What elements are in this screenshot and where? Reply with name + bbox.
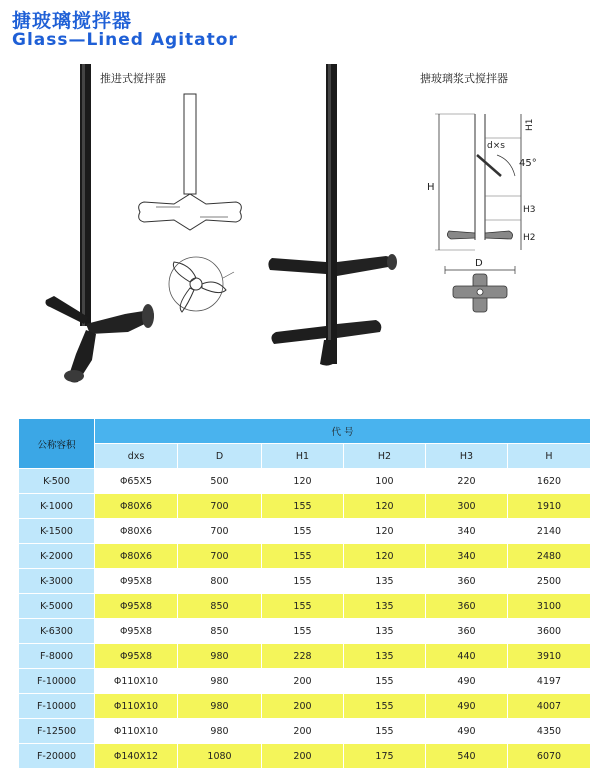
table-cell: 155 <box>344 719 426 744</box>
table-cell: 360 <box>426 619 508 644</box>
table-cell: 1620 <box>508 469 591 494</box>
table-cell: 700 <box>178 544 262 569</box>
table-cell: Φ95X8 <box>95 644 178 669</box>
table-cell: 500 <box>178 469 262 494</box>
row-label: F-10000 <box>19 694 95 719</box>
table-row <box>19 744 591 769</box>
table-cell: 228 <box>262 644 344 669</box>
table-cell: 100 <box>344 469 426 494</box>
table-row <box>19 469 591 494</box>
column-header-h2: H2 <box>344 444 426 469</box>
row-label: K-500 <box>19 469 95 494</box>
dim-label-d: D <box>475 258 483 269</box>
table-cell: 340 <box>426 519 508 544</box>
table-cell: 120 <box>344 494 426 519</box>
table-row <box>19 694 591 719</box>
row-label: K-6300 <box>19 619 95 644</box>
dim-label-h1: H1 <box>525 118 535 131</box>
dim-label-dxs: d×s <box>487 141 505 151</box>
table-cell: 980 <box>178 694 262 719</box>
table-cell: 155 <box>262 569 344 594</box>
table-cell: 120 <box>262 469 344 494</box>
table-row <box>19 494 591 519</box>
table-cell: 220 <box>426 469 508 494</box>
table-cell: 175 <box>344 744 426 769</box>
table-cell: 980 <box>178 719 262 744</box>
dim-label-h2: H2 <box>523 233 536 243</box>
table-row <box>19 644 591 669</box>
table-row <box>19 569 591 594</box>
table-cell: Φ80X6 <box>95 544 178 569</box>
column-header-h: H <box>508 444 591 469</box>
table-cell: 490 <box>426 719 508 744</box>
table-cell: 490 <box>426 669 508 694</box>
title-chinese: 搪玻璃搅拌器 <box>12 10 133 32</box>
propeller-side-drawing <box>136 92 246 242</box>
table-cell: Φ140X12 <box>95 744 178 769</box>
table-cell: 2140 <box>508 519 591 544</box>
column-header-dxs: dxs <box>95 444 178 469</box>
dim-label-h: H <box>427 182 435 193</box>
table-row <box>19 544 591 569</box>
paddle-agitator-caption: 搪玻璃浆式搅拌器 <box>420 72 508 85</box>
row-label: F-20000 <box>19 744 95 769</box>
table-cell: Φ80X6 <box>95 519 178 544</box>
table-cell: 155 <box>344 694 426 719</box>
table-cell: 360 <box>426 594 508 619</box>
table-cell: 340 <box>426 544 508 569</box>
row-label: K-3000 <box>19 569 95 594</box>
dim-label-h3: H3 <box>523 205 536 215</box>
table-row <box>19 719 591 744</box>
table-cell: 135 <box>344 594 426 619</box>
table-cell: 300 <box>426 494 508 519</box>
group-header-code: 代 号 <box>95 419 591 444</box>
table-cell: 3910 <box>508 644 591 669</box>
table-cell: 980 <box>178 644 262 669</box>
table-cell: Φ110X10 <box>95 719 178 744</box>
row-label: K-1500 <box>19 519 95 544</box>
paddle-agitator-photo <box>262 62 402 372</box>
table-cell: 200 <box>262 669 344 694</box>
row-label: F-12500 <box>19 719 95 744</box>
row-label: K-1000 <box>19 494 95 519</box>
specification-table <box>18 418 591 769</box>
table-row <box>19 519 591 544</box>
table-cell: 155 <box>262 619 344 644</box>
table-cell: 135 <box>344 569 426 594</box>
table-cell: 155 <box>262 594 344 619</box>
table-cell: 4007 <box>508 694 591 719</box>
table-row <box>19 669 591 694</box>
table-cell: 135 <box>344 619 426 644</box>
table-cell: 2500 <box>508 569 591 594</box>
table-cell: 2480 <box>508 544 591 569</box>
title-english: Glass—Lined Agitator <box>12 30 238 50</box>
table-cell: 4197 <box>508 669 591 694</box>
column-header-h1: H1 <box>262 444 344 469</box>
column-header-d: D <box>178 444 262 469</box>
paddle-dimension-drawing <box>425 100 555 315</box>
propeller-agitator-caption: 推进式搅拌器 <box>100 72 166 85</box>
table-cell: 3600 <box>508 619 591 644</box>
table-row <box>19 619 591 644</box>
table-cell: 155 <box>262 519 344 544</box>
table-cell: 360 <box>426 569 508 594</box>
table-cell: Φ95X8 <box>95 569 178 594</box>
table-cell: Φ80X6 <box>95 494 178 519</box>
table-cell: 155 <box>344 669 426 694</box>
table-cell: 155 <box>262 494 344 519</box>
row-label: K-2000 <box>19 544 95 569</box>
table-cell: Φ95X8 <box>95 594 178 619</box>
table-cell: 3100 <box>508 594 591 619</box>
table-cell: 440 <box>426 644 508 669</box>
table-cell: 6070 <box>508 744 591 769</box>
table-cell: Φ110X10 <box>95 694 178 719</box>
table-cell: 540 <box>426 744 508 769</box>
table-cell: 200 <box>262 719 344 744</box>
table-cell: 700 <box>178 519 262 544</box>
row-header-nominal-volume: 公称容积 <box>19 419 95 469</box>
table-cell: Φ110X10 <box>95 669 178 694</box>
table-cell: 155 <box>262 544 344 569</box>
table-cell: 980 <box>178 669 262 694</box>
table-cell: 1080 <box>178 744 262 769</box>
table-cell: 200 <box>262 744 344 769</box>
table-cell: 800 <box>178 569 262 594</box>
table-row <box>19 594 591 619</box>
row-label: F-8000 <box>19 644 95 669</box>
table-cell: 490 <box>426 694 508 719</box>
dim-label-angle: 45° <box>519 158 537 169</box>
table-cell: 120 <box>344 519 426 544</box>
table-cell: 135 <box>344 644 426 669</box>
propeller-top-drawing <box>160 248 240 320</box>
table-cell: Φ95X8 <box>95 619 178 644</box>
table-cell: 200 <box>262 694 344 719</box>
table-cell: 850 <box>178 619 262 644</box>
row-label: F-10000 <box>19 669 95 694</box>
table-cell: Φ65X5 <box>95 469 178 494</box>
table-cell: 700 <box>178 494 262 519</box>
table-cell: 1910 <box>508 494 591 519</box>
table-cell: 850 <box>178 594 262 619</box>
row-label: K-5000 <box>19 594 95 619</box>
column-header-h3: H3 <box>426 444 508 469</box>
table-cell: 120 <box>344 544 426 569</box>
table-cell: 4350 <box>508 719 591 744</box>
